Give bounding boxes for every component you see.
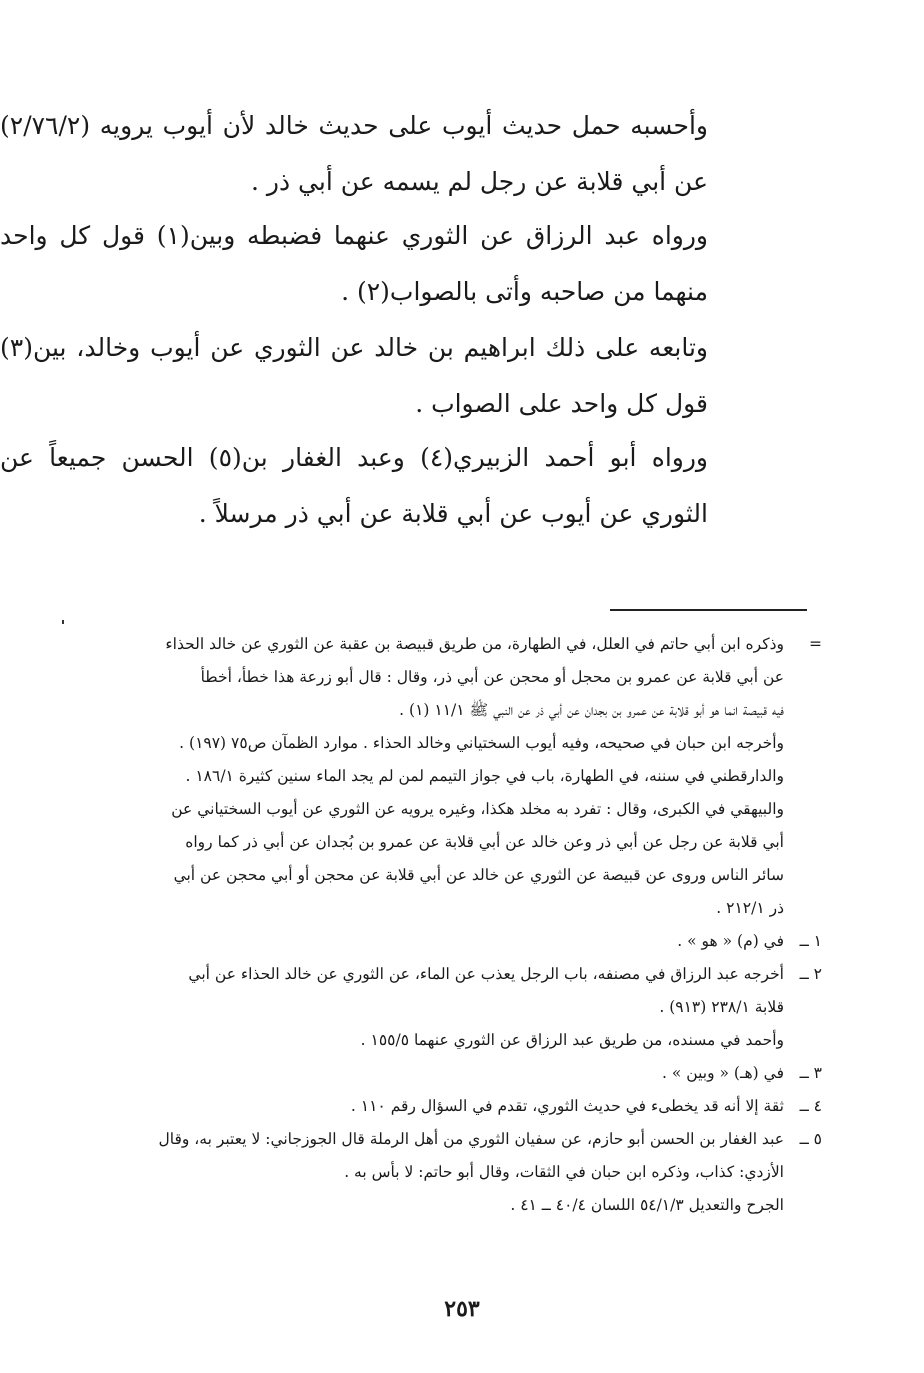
footnote-line: قلابة ٢٣٨/١ (٩١٣) . <box>659 998 784 1016</box>
footnote-line: وأحمد في مسنده، من طريق عبد الرزاق عن الثوري عنهما ١٥٥/٥ . <box>360 1031 784 1049</box>
footnote-line: وذكره ابن أبي حاتم في العلل، في الطهارة، من طريق قبيصة بن عقبة عن الثوري عن خالد الحذاء <box>165 635 784 653</box>
footnote-text <box>100 1123 784 1222</box>
footnote-marker: ٢ ــ <box>799 965 822 983</box>
footnote-marker: ١ ــ <box>799 932 822 950</box>
footnote-line: أخرجه عبد الرزاق في مصنفه، باب الرجل يعذب عن الماء، عن الثوري عن خالد الحذاء عن أبي <box>188 965 784 983</box>
footnote-line: ثقة إلا أنه قد يخطىء في حديث الثوري، تقدم في السؤال رقم ١١٠ . <box>350 1097 784 1115</box>
footnote-text <box>100 1057 784 1090</box>
footnote-text <box>100 1090 784 1123</box>
footnote-line: ذر ٢١٢/١ . <box>716 899 784 917</box>
footnote-line: والدارقطني في سننه، في الطهارة، باب في جواز التيمم لمن لم يجد الماء سنين كثيرة ١٨٦/١ . <box>185 767 784 785</box>
main-paragraph-1: وأحسبه حمل حديث أيوب على حديث خالد لأن أيوب يرويه (٢/٧٦/٢) عن أبي قلابة عن رجل لم يسمه عن أبي ذر . <box>0 111 708 196</box>
footnote-line: فيه قبيصة انما هو أبو قلابة عن عمرو بن بجدان عن أبي ذر عن النبي ﷺ ١١/١ (١) . <box>399 701 784 719</box>
footnote-marker: ٣ ــ <box>799 1064 822 1082</box>
footnote-line: الأزدي: كذاب، وذكره ابن حبان في الثقات، وقال أبو حاتم: لا بأس به . <box>344 1163 784 1181</box>
footnote-text <box>100 925 784 958</box>
footnote-marker: ٥ ــ <box>799 1130 822 1148</box>
main-paragraph-2: ورواه عبد الرزاق عن الثوري عنهما فضبطه وبين(١) قول كل واحد منهما من صاحبه وأتى بالصواب(٢) . <box>0 221 708 306</box>
main-paragraph-3: وتابعه على ذلك ابراهيم بن خالد عن الثوري عن أيوب وخالد، بين(٣) قول كل واحد على الصواب . <box>0 333 708 418</box>
footnote-line: في (هـ) « وبين » . <box>662 1064 784 1082</box>
footnote-4 <box>100 1090 822 1123</box>
footnote-1 <box>100 925 822 958</box>
main-paragraph-4: ورواه أبو أحمد الزبيري(٤) وعبد الغفار بن(٥) الحسن جميعاً عن الثوري عن أيوب عن أبي قلابة عن أبي ذر مرسلاً . <box>0 443 708 528</box>
page-number: ٢٥٣ <box>444 1296 480 1322</box>
footnote-3 <box>100 1057 822 1090</box>
footnote-5 <box>100 1123 822 1222</box>
footnote-line: سائر الناس وروى عن قبيصة عن الثوري عن خالد عن أبي قلابة عن محجن أو أبي محجن عن أبي <box>173 866 784 884</box>
footnote-text <box>100 958 784 1057</box>
footnote-line: وأخرجه ابن حبان في صحيحه، وفيه أيوب السختياني وخالد الحذاء . موارد الظمآن ص٧٥ (١٩٧) . <box>179 734 784 752</box>
footnote-text <box>100 628 784 925</box>
footnotes <box>100 628 822 1222</box>
footnote-line: والبيهقي في الكبرى، وقال : تفرد به مخلد هكذا، وغيره يرويه عن الثوري عن أيوب السختياني عن <box>171 800 784 818</box>
footnote-line: عن أبي قلابة عن عمرو بن محجل أو محجن عن أبي ذر، وقال : قال أبو زرعة هذا خطأ، أخطأ <box>200 668 784 686</box>
footnote-line: في (م) « هو » . <box>677 932 784 950</box>
footnote-marker: = <box>809 635 822 653</box>
footnote-marker: ٤ ــ <box>799 1097 822 1115</box>
footnote-separator <box>610 609 807 611</box>
footnote-line: الجرح والتعديل ٥٤/١/٣ اللسان ٤٠/٤ ــ ٤١ . <box>510 1196 784 1214</box>
footnote-2 <box>100 958 822 1057</box>
margin-speck <box>62 620 64 624</box>
footnote-continued <box>100 628 822 925</box>
footnote-line: أبي قلابة عن رجل عن أبي ذر وعن خالد عن أبي قلابة عن عمرو بن بُجدان عن أبي ذر كما رواه <box>185 833 784 851</box>
footnote-line: عبد الغفار بن الحسن أبو حازم، عن سفيان الثوري من أهل الرملة قال الجوزجاني: لا يعتبر به، وقال <box>158 1130 784 1148</box>
